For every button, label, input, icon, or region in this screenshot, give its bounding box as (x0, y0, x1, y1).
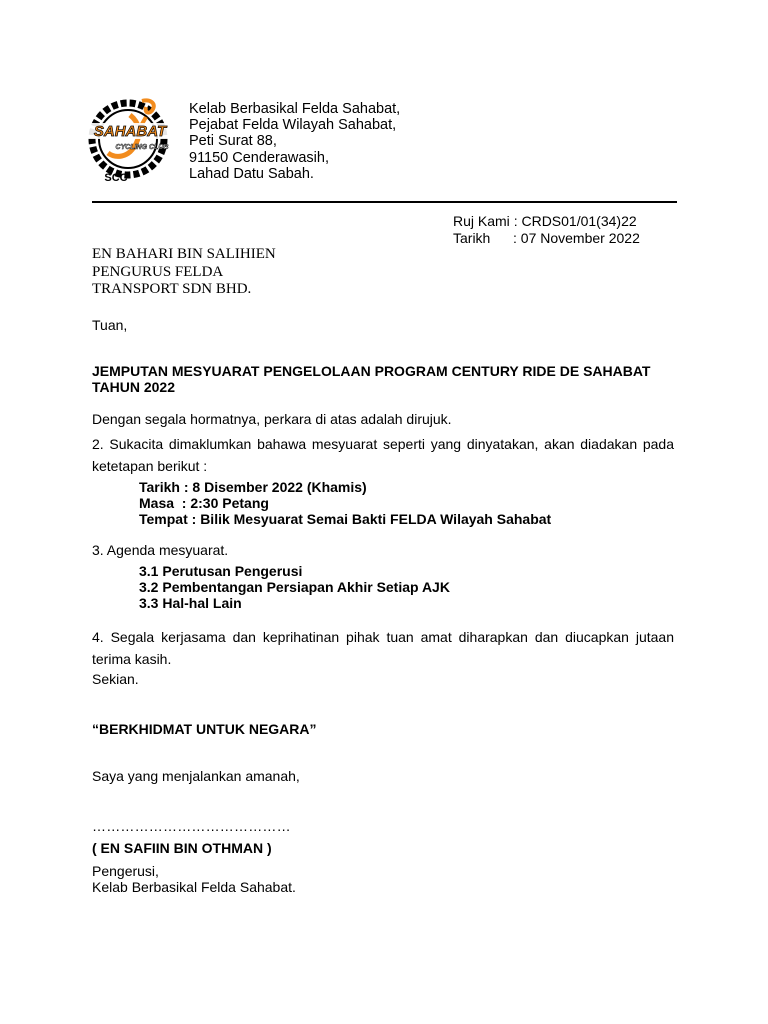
address-line: Pejabat Felda Wilayah Sahabat, (189, 117, 397, 134)
position-line: Kelab Berbasikal Felda Sahabat. (92, 879, 296, 895)
signature-line: …………………………………… (92, 818, 291, 834)
address-line: Kelab Berbasikal Felda Sahabat, (189, 101, 401, 117)
address-line: 91150 Cenderawasih, (189, 149, 329, 166)
logo-name: SAHABAT (93, 123, 167, 140)
intro-paragraph: Dengan segala hormatnya, perkara di atas adalah dirujuk. (92, 411, 452, 427)
reference-block (453, 213, 640, 246)
salutation: Tuan, (92, 317, 128, 333)
date-label: Tarikh (453, 229, 491, 246)
cycling-club-emblem (80, 95, 180, 187)
ruj-value: : CRDS01/01(34)22 (513, 213, 637, 229)
signer-position (92, 863, 296, 895)
sender-address (189, 101, 400, 182)
meeting-details (139, 480, 551, 527)
logo-sub: CYCLING CLUB (115, 144, 169, 151)
date-value: : 07 November 2022 (513, 229, 640, 246)
paragraph-3: 3. Agenda mesyuarat. (92, 542, 229, 558)
signer-name: ( EN SAFIIN BIN OTHMAN ) (92, 840, 272, 856)
club-logo (80, 95, 180, 187)
recipient-address (92, 246, 276, 299)
recipient-line: EN BAHARI BIN SALIHIEN (92, 246, 276, 262)
closing-word: Sekian. (92, 671, 139, 687)
meeting-venue: Tempat : Bilik Mesyuarat Semai Bakti FELDA Wilayah Sahabat (139, 510, 552, 527)
meeting-time: Masa : 2:30 Petang (139, 494, 269, 511)
position-line: Pengerusi, (92, 863, 159, 879)
logo-abbr: SCC (104, 172, 128, 184)
address-line: Peti Surat 88, (189, 133, 277, 150)
recipient-line: PENGURUS FELDA (92, 263, 224, 280)
meeting-date: Tarikh : 8 Disember 2022 (Khamis) (139, 479, 367, 495)
letterhead-divider (92, 201, 677, 203)
paragraph-4: 4. Segala kerjasama dan keprihatinan pihak tuan amat diharapkan dan diucapkan jutaan terima kasih. (92, 629, 674, 667)
agenda-item: 3.3 Hal-hal Lain (139, 594, 242, 611)
recipient-line: TRANSPORT SDN BHD. (92, 281, 252, 297)
agenda-list (139, 564, 450, 611)
agenda-item: 3.1 Perutusan Pengerusi (139, 563, 303, 579)
trust-statement: Saya yang menjalankan amanah, (92, 768, 300, 784)
address-line: Lahad Datu Sabah. (189, 165, 314, 182)
paragraph-2: 2. Sukacita dimaklumkan bahawa mesyuarat seperti yang dinyatakan, akan diadakan pada ketetapan berikut : (92, 436, 674, 474)
letter-subject: JEMPUTAN MESYUARAT PENGELOLAAN PROGRAM CENTURY RIDE DE SAHABAT TAHUN 2022 (92, 363, 651, 395)
agenda-item: 3.2 Pembentangan Persiapan Akhir Setiap AJK (139, 578, 450, 595)
motto: “BERKHIDMAT UNTUK NEGARA” (92, 721, 317, 737)
ruj-label: Ruj Kami (453, 213, 510, 229)
